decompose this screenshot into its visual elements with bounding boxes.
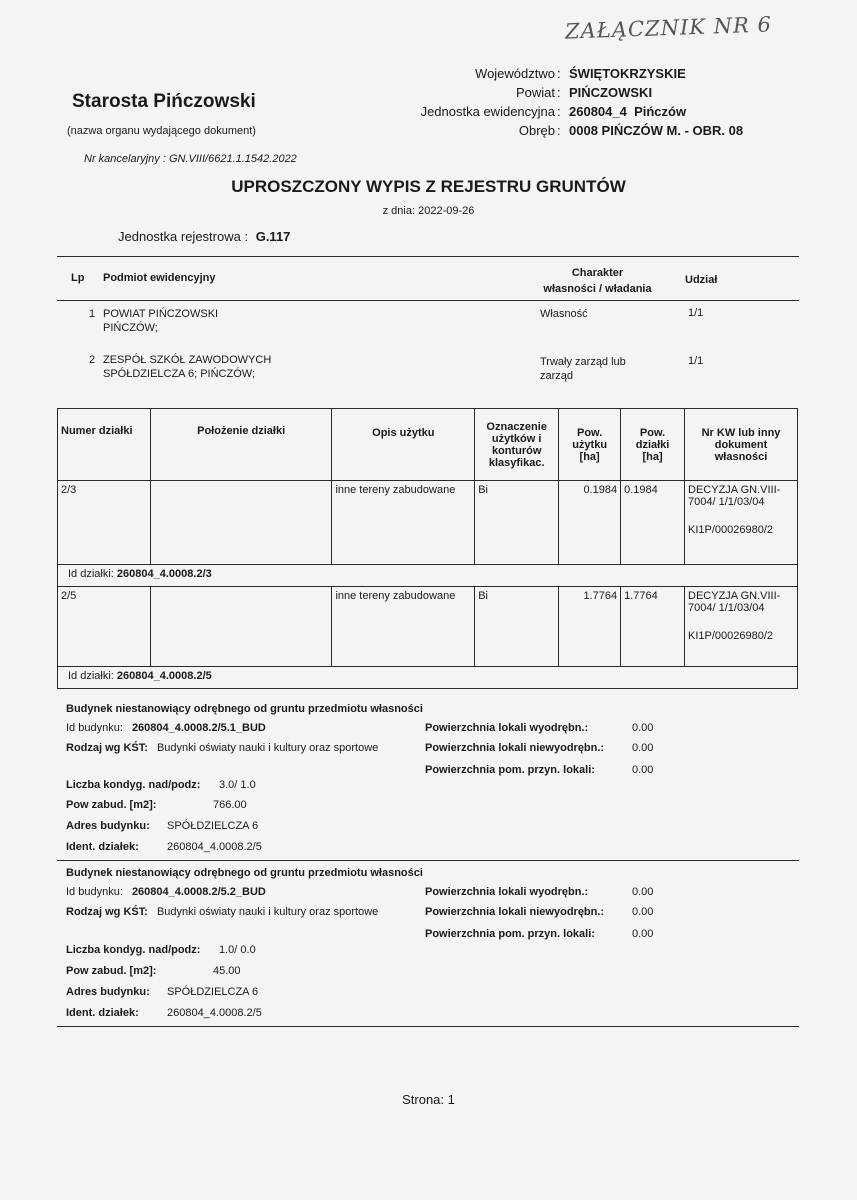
building-area-value: 766.00: [213, 799, 247, 811]
building-type-value: Budynki oświaty nauki i kultury oraz sportowe: [156, 906, 379, 918]
parcels-header-row: [58, 409, 798, 481]
unit-value: [569, 104, 686, 119]
divider: [57, 300, 799, 301]
subject-name-line2: PIŃCZÓW;: [103, 322, 158, 334]
building-id-label: Id budynku:: [66, 722, 123, 734]
colon: :: [557, 66, 561, 81]
parcel-area: 1.7764: [621, 587, 685, 667]
subject-name: [103, 353, 271, 381]
header-use-area-line3: [ha]: [579, 450, 600, 463]
parcel-kw-line1: DECYZJA GN.VIII-: [688, 484, 781, 496]
precinct-value: 0008 PIŃCZÓW M. - OBR. 08: [569, 123, 744, 138]
parcel-class: Bi: [475, 481, 559, 565]
parcel-id-row: [58, 565, 798, 587]
office-number: [84, 153, 297, 165]
header-classification: [475, 409, 559, 481]
parcel-location: [150, 587, 332, 667]
subjects-header-character-line2: własności / władania: [543, 283, 652, 295]
building-rooms-value: 0.00: [632, 764, 654, 776]
colon: :: [557, 85, 561, 100]
header-kw-line1: Nr KW lub inny: [701, 426, 781, 439]
parcel-id: [58, 667, 798, 689]
parcel-id-label: Id działki:: [68, 670, 114, 682]
building-loc-nonsep-label: Powierzchnia lokali niewyodrębn.:: [425, 906, 605, 918]
registration-unit: [118, 229, 290, 244]
subject-row: [89, 307, 95, 321]
office-number-value: GN.VIII/6621.1.1542.2022: [168, 153, 297, 165]
parcel-row: [58, 587, 798, 667]
building-area-label: Pow zabud. [m2]:: [66, 799, 157, 811]
header-parcel-area-line1: Pow.: [639, 426, 666, 439]
building-rooms-label: Powierzchnia pom. przyn. lokali:: [425, 764, 595, 776]
office-number-label: Nr kancelaryjny :: [84, 153, 166, 165]
parcel-class: Bi: [475, 587, 559, 667]
header-parcel-number: Numer działki: [58, 409, 151, 481]
parcel-kw-number: KI1P/00026980/2: [688, 630, 774, 642]
building-rooms-label: Powierzchnia pom. przyn. lokali:: [425, 928, 595, 940]
parcel-use-area: 1.7764: [559, 587, 621, 667]
subject-name-line1: ZESPÓŁ SZKÓŁ ZAWODOWYCH: [103, 354, 272, 366]
divider: [57, 860, 799, 861]
subject-character-line2: zarząd: [540, 370, 574, 382]
precinct-label: Obręb: [518, 123, 555, 138]
page-number: Strona: 1: [402, 1092, 455, 1107]
subjects-header-lp: Lp: [71, 272, 85, 284]
header-use-area-line2: użytku: [572, 438, 608, 451]
header-parcel-area-line3: [ha]: [642, 450, 663, 463]
building-id-value: 260804_4.0008.2/5.2_BUD: [131, 886, 266, 898]
unit-code: 260804_4: [569, 104, 627, 119]
building-address-value: SPÓŁDZIELCZA 6: [167, 820, 259, 832]
parcel-kw-line2: 7004/ 1/1/03/04: [688, 496, 765, 508]
header-kw-document: [685, 409, 798, 481]
subject-share: 1/1: [688, 355, 704, 367]
subjects-header-share: Udział: [685, 274, 718, 286]
attachment-note: ZAŁĄCZNIK NR 6: [564, 12, 773, 44]
parcel-kw: [685, 587, 798, 667]
header-use-area: [559, 409, 621, 481]
header-classification-line4: klasyfikac.: [488, 456, 545, 469]
building-area-label: Pow zabud. [m2]:: [66, 965, 157, 977]
subject-name-line1: POWIAT PIŃCZOWSKI: [103, 308, 219, 320]
building-address-label: Adres budynku:: [66, 986, 150, 998]
parcel-location: [150, 481, 332, 565]
building-address-value: SPÓŁDZIELCZA 6: [167, 986, 259, 998]
subject-character: [540, 355, 626, 383]
voivodeship-value: ŚWIĘTOKRZYSKIE: [569, 66, 686, 81]
parcel-area: 0.1984: [621, 481, 685, 565]
header-kw-line2: dokument: [714, 438, 768, 451]
subject-lp: 2: [89, 354, 96, 366]
subject-row: [89, 353, 95, 367]
subject-share: 1/1: [688, 307, 704, 319]
building-type: [66, 906, 378, 918]
parcel-kw: [685, 481, 798, 565]
parcel-use-area: 0.1984: [559, 481, 621, 565]
building-loc-nonsep-value: 0.00: [632, 742, 654, 754]
building-id-label: Id budynku:: [66, 886, 123, 898]
parcel-number: 2/5: [58, 587, 151, 667]
county-value: PIŃCZOWSKI: [569, 85, 653, 100]
building-loc-sep-value: 0.00: [632, 886, 654, 898]
divider: [57, 256, 799, 257]
building-floors-label: Liczba kondyg. nad/podz:: [66, 779, 201, 791]
subjects-header-subject: Podmiot ewidencyjny: [103, 272, 216, 284]
parcel-use: inne tereny zabudowane: [332, 587, 475, 667]
building-heading: Budynek niestanowiący odrębnego od gruntu przedmiotu własności: [66, 867, 423, 879]
building-loc-sep-value: 0.00: [632, 722, 654, 734]
subject-name-line2: SPÓŁDZIELCZA 6; PIŃCZÓW;: [103, 368, 255, 380]
parcel-id-value: 260804_4.0008.2/5: [116, 670, 212, 682]
building-address-label: Adres budynku:: [66, 820, 150, 832]
county-label: Powiat: [515, 85, 555, 100]
document-title: UPROSZCZONY WYPIS Z REJESTRU GRUNTÓW: [231, 177, 626, 196]
issuer-name: Starosta Pińczowski: [72, 91, 256, 112]
building-id: [66, 886, 266, 898]
building-loc-sep-label: Powierzchnia lokali wyodrębn.:: [425, 886, 589, 898]
parcel-kw-line2: 7004/ 1/1/03/04: [688, 602, 765, 614]
subject-character: [540, 307, 588, 321]
building-floors-value: 1.0/ 0.0: [219, 944, 256, 956]
building-parcel-value: 260804_4.0008.2/5: [167, 1007, 262, 1019]
subject-character-line1: Trwały zarząd lub: [540, 356, 626, 368]
building-type-label: Rodzaj wg KŚT:: [66, 742, 148, 754]
subjects-header-character-line1: Charakter: [571, 267, 624, 279]
building-type-label: Rodzaj wg KŚT:: [66, 906, 148, 918]
header-use-description: Opis użytku: [332, 409, 475, 481]
building-id-value: 260804_4.0008.2/5.1_BUD: [131, 722, 266, 734]
document-date-label: z dnia:: [382, 205, 416, 217]
unit-label: Jednostka ewidencyjna: [420, 104, 555, 119]
parcel-use: inne tereny zabudowane: [332, 481, 475, 565]
colon: :: [557, 123, 561, 138]
colon: :: [557, 104, 561, 119]
registration-unit-value: G.117: [255, 229, 291, 244]
subject-character-line1: Własność: [540, 308, 588, 320]
parcel-row: [58, 481, 798, 565]
divider: [57, 1026, 799, 1027]
building-loc-nonsep-value: 0.00: [632, 906, 654, 918]
document-date-value: 2022-09-26: [418, 205, 475, 217]
building-parcel-label: Ident. działek:: [66, 1007, 139, 1019]
parcel-id: [58, 565, 798, 587]
parcel-id-label: Id działki:: [68, 568, 114, 580]
issuer-caption: (nazwa organu wydającego dokument): [67, 125, 256, 137]
building-parcel-value: 260804_4.0008.2/5: [167, 841, 262, 853]
voivodeship-label: Województwo: [475, 66, 555, 81]
header-parcel-location: Położenie działki: [150, 409, 332, 481]
header-classification-line2: użytków i: [491, 432, 542, 445]
subject-lp: 1: [89, 308, 96, 320]
building-floors-value: 3.0/ 1.0: [219, 779, 256, 791]
building-floors-label: Liczba kondyg. nad/podz:: [66, 944, 201, 956]
unit-name: Pińczów: [634, 104, 687, 119]
parcel-number: 2/3: [58, 481, 151, 565]
header-parcel-area: [621, 409, 685, 481]
header-classification-line3: konturów: [491, 444, 542, 457]
building-rooms-value: 0.00: [632, 928, 654, 940]
header-classification-line1: Oznaczenie: [486, 420, 547, 433]
parcel-id-row: [58, 667, 798, 689]
subjects-header-character: [540, 265, 655, 297]
registration-unit-label: Jednostka rejestrowa :: [118, 229, 249, 244]
parcels-table: [57, 408, 798, 689]
building-area-value: 45.00: [213, 965, 241, 977]
parcel-id-value: 260804_4.0008.2/3: [116, 568, 212, 580]
building-loc-sep-label: Powierzchnia lokali wyodrębn.:: [425, 722, 589, 734]
document-date: [0, 205, 857, 217]
parcel-kw-number: KI1P/00026980/2: [688, 524, 774, 536]
building-heading: Budynek niestanowiący odrębnego od gruntu przedmiotu własności: [66, 703, 423, 715]
building-type-value: Budynki oświaty nauki i kultury oraz sportowe: [156, 742, 379, 754]
building-parcel-label: Ident. działek:: [66, 841, 139, 853]
header-kw-line3: własności: [714, 450, 768, 463]
building-type: [66, 742, 378, 754]
parcel-kw-line1: DECYZJA GN.VIII-: [688, 590, 781, 602]
building-id: [66, 722, 266, 734]
building-loc-nonsep-label: Powierzchnia lokali niewyodrębn.:: [425, 742, 605, 754]
subject-name: [103, 307, 218, 335]
header-parcel-area-line2: działki: [635, 438, 670, 451]
header-use-area-line1: Pow.: [576, 426, 603, 439]
